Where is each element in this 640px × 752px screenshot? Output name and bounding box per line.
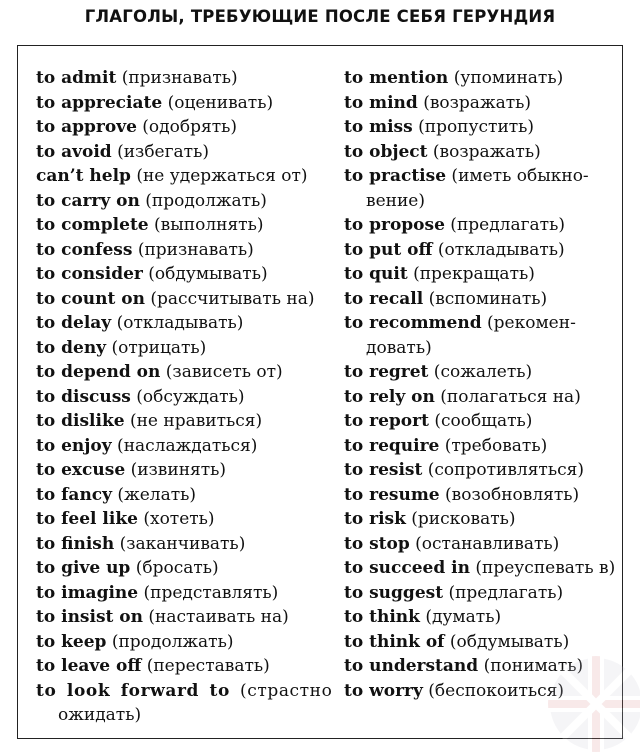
verb-entry: [36, 115, 336, 140]
verb-entry: [36, 164, 336, 189]
verb-text: to resume: [344, 484, 440, 505]
verb-text: to consider: [36, 264, 143, 284]
translation-text: (возражать): [417, 92, 532, 113]
translation-text: (возобновлять): [439, 484, 580, 505]
translation-text: (настаивать на): [143, 607, 289, 627]
translation-text: (избегать): [111, 141, 209, 162]
verb-entry: [344, 630, 620, 655]
right-column: [344, 66, 620, 703]
translation-text: (обсуждать): [130, 386, 245, 407]
verb-entry: [36, 458, 336, 483]
verb-entry: [344, 91, 620, 116]
verb-text: to quit: [344, 264, 408, 284]
translation-text: (хотеть): [137, 509, 215, 529]
translation-text: (не нравиться): [124, 411, 263, 431]
verb-text: to put off: [344, 239, 433, 260]
verb-entry: [36, 654, 336, 679]
translation-text: (переставать): [141, 656, 270, 676]
verb-text: to approve: [36, 117, 137, 137]
verb-text: to stop: [344, 533, 410, 554]
translation-text: (бросать): [130, 558, 219, 578]
translation-text: (вспоминать): [423, 288, 548, 309]
translation-text: (обдумывать): [142, 264, 268, 284]
flag-watermark-icon: [548, 656, 640, 752]
verb-text: to fancy: [36, 484, 113, 505]
translation-text: (выполнять): [148, 215, 264, 235]
verb-entry: [36, 483, 336, 508]
translation-text: (прекращать): [407, 264, 535, 284]
verb-entry: [36, 409, 336, 434]
verb-entry: [344, 336, 620, 361]
verb-entry: [36, 238, 336, 263]
verb-entry: [36, 91, 336, 116]
verb-text: to enjoy: [36, 435, 112, 456]
verb-text: to imagine: [36, 582, 139, 603]
verb-entry: [344, 385, 620, 410]
verb-entry: [344, 311, 620, 336]
verb-text: to suggest: [344, 582, 444, 603]
verb-entry: [36, 287, 336, 312]
verb-text: to recall: [344, 288, 424, 309]
translation-text: (продолжать): [106, 631, 234, 652]
translation-text: (рисковать): [405, 509, 516, 529]
translation-text: довать): [366, 337, 432, 358]
translation-text: (сообщать): [428, 411, 533, 431]
verb-text: to carry on: [36, 190, 140, 211]
verb-text: to leave off: [36, 656, 142, 676]
verb-text: to propose: [344, 215, 445, 235]
verb-entry: [36, 311, 336, 336]
verb-entry: [344, 605, 620, 630]
translation-text: (возражать): [427, 141, 541, 162]
verb-text: to succeed in: [344, 558, 470, 578]
verb-text: to finish: [36, 533, 115, 554]
translation-text: вение): [366, 190, 425, 211]
translation-text: (рассчитывать на): [145, 288, 315, 309]
verb-entry: [36, 336, 336, 361]
verb-entry: [344, 213, 620, 238]
translation-text: (думать): [419, 607, 502, 627]
verb-entry: [36, 556, 336, 581]
verb-text: to look forward to: [36, 680, 230, 701]
verb-entry: [344, 66, 620, 91]
verb-entry: [36, 605, 336, 630]
verb-text: to understand: [344, 656, 479, 676]
verb-entry: [344, 360, 620, 385]
verb-text: to regret: [344, 362, 429, 382]
verb-entry: [344, 507, 620, 532]
translation-text: (останавливать): [409, 533, 560, 554]
verb-entry: [344, 409, 620, 434]
translation-text: (отрицать): [106, 337, 207, 358]
translation-text: (извинять): [125, 460, 227, 480]
verb-text: to worry: [344, 680, 423, 701]
verb-text: to feel like: [36, 509, 138, 529]
verb-text: to insist on: [36, 607, 143, 627]
verb-entry: [344, 238, 620, 263]
translation-text: (зависеть от): [160, 362, 283, 382]
verb-text: to mention: [344, 68, 449, 88]
verb-entry: [344, 164, 620, 189]
verb-text: to recommend: [344, 313, 482, 333]
verb-entry: [344, 140, 620, 165]
verb-entry: [36, 140, 336, 165]
translation-text: (признавать): [132, 239, 254, 260]
verb-entry: [36, 630, 336, 655]
verb-entry: [344, 532, 620, 557]
verb-text: can’t help: [36, 166, 131, 186]
translation-text: (сопротивляться): [422, 460, 584, 480]
verb-text: to confess: [36, 239, 133, 260]
verb-entry: [344, 434, 620, 459]
verb-entry: [344, 189, 620, 214]
verb-entry: [344, 458, 620, 483]
verb-entry: [344, 262, 620, 287]
verb-entry: [36, 532, 336, 557]
verb-text: to practise: [344, 166, 447, 186]
verb-text: to rely on: [344, 386, 435, 407]
verb-entry: [36, 66, 336, 91]
verb-text: to mind: [344, 92, 418, 113]
verb-entry: [36, 189, 336, 214]
translation-text: (полагаться на): [434, 386, 581, 407]
translation-text: (страстно: [229, 680, 333, 701]
translation-text: (беспокоиться): [422, 680, 565, 701]
translation-text: (откладывать): [111, 313, 244, 333]
verb-text: to avoid: [36, 141, 112, 162]
translation-text: (одобрять): [136, 117, 237, 137]
verb-text: to appreciate: [36, 92, 163, 113]
verb-entry: [344, 115, 620, 140]
left-column: [36, 66, 336, 728]
verb-text: to deny: [36, 337, 107, 358]
verb-text: to risk: [344, 509, 406, 529]
verb-entry: [36, 262, 336, 287]
translation-text: (требовать): [439, 435, 548, 456]
verb-text: to object: [344, 141, 428, 162]
verb-text: to report: [344, 411, 429, 431]
verb-text: to complete: [36, 215, 149, 235]
verb-text: to think: [344, 607, 420, 627]
verb-text: to resist: [344, 460, 423, 480]
translation-text: (продолжать): [139, 190, 267, 211]
translation-text: (признавать): [116, 68, 238, 88]
translation-text: (представлять): [138, 582, 279, 603]
verb-entry: [36, 679, 336, 704]
verb-entry: [344, 556, 620, 581]
verb-text: to miss: [344, 117, 413, 137]
translation-text: (оценивать): [162, 92, 274, 113]
verb-entry: [344, 287, 620, 312]
translation-text: (обдумывать): [444, 631, 570, 652]
verb-entry: [36, 703, 336, 728]
verb-entry: [36, 385, 336, 410]
translation-text: (упоминать): [448, 68, 564, 88]
verb-entry: [36, 360, 336, 385]
verb-entry: [36, 213, 336, 238]
verb-text: to give up: [36, 558, 131, 578]
translation-text: (сожалеть): [428, 362, 533, 382]
page-title: ГЛАГОЛЫ, ТРЕБУЮЩИЕ ПОСЛЕ СЕБЯ ГЕРУНДИЯ: [84, 7, 556, 26]
translation-text: (откладывать): [432, 239, 565, 260]
verb-text: to depend on: [36, 362, 161, 382]
translation-text: ожидать): [58, 705, 142, 725]
verb-text: to admit: [36, 68, 117, 88]
verb-entry: [36, 581, 336, 606]
verb-text: to excuse: [36, 460, 126, 480]
translation-text: (рекомен-: [481, 313, 576, 333]
verb-entry: [36, 507, 336, 532]
translation-text: (понимать): [478, 656, 584, 676]
translation-text: (предлагать): [443, 582, 564, 603]
translation-text: (преуспевать в): [470, 558, 616, 578]
verb-text: to keep: [36, 631, 107, 652]
verb-entry: [36, 434, 336, 459]
translation-text: (заканчивать): [114, 533, 246, 554]
verb-text: to delay: [36, 313, 112, 333]
verb-entry: [344, 483, 620, 508]
translation-text: (желать): [112, 484, 196, 505]
verb-entry: [344, 581, 620, 606]
translation-text: (пропустить): [412, 117, 535, 137]
verb-text: to dislike: [36, 411, 125, 431]
translation-text: (предлагать): [444, 215, 565, 235]
translation-text: (иметь обыкно-: [446, 166, 589, 186]
verb-text: to count on: [36, 288, 145, 309]
verb-text: to require: [344, 435, 440, 456]
translation-text: (наслаждаться): [111, 435, 258, 456]
translation-text: (не удержаться от): [130, 166, 308, 186]
verb-text: to discuss: [36, 386, 131, 407]
verb-text: to think of: [344, 631, 445, 652]
